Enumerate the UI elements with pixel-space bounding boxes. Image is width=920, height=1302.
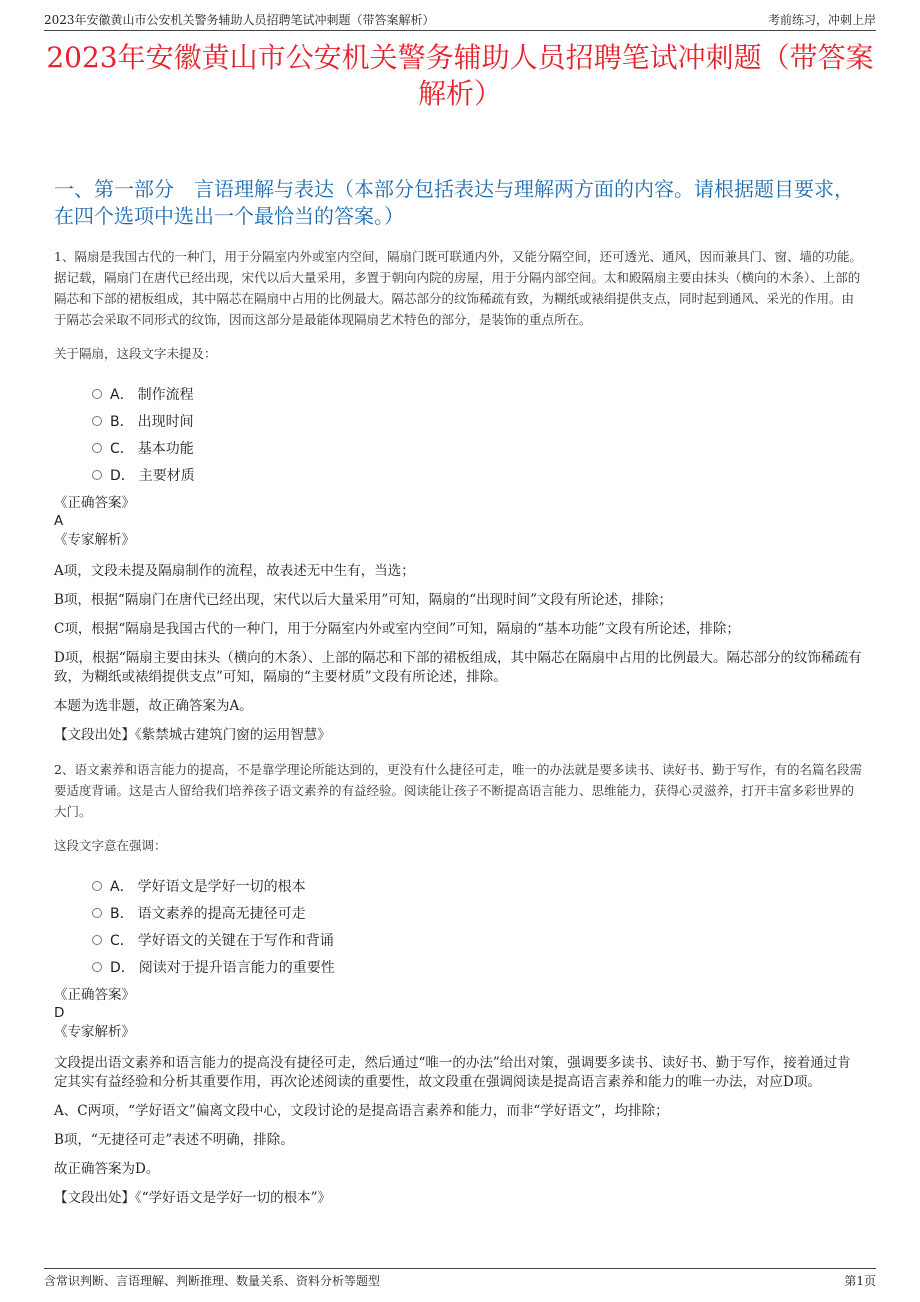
answer-value: A: [54, 513, 64, 529]
option-text: 制作流程: [137, 386, 194, 403]
page-header: [44, 8, 876, 31]
option-a[interactable]: [92, 380, 864, 407]
option-d[interactable]: [92, 461, 864, 488]
explanation-paragraph: C项，根据“隔扇是我国古代的一种门，用于分隔室内外或室内空间”可知，隔扇的“基本功能”文段有所论述，排除；: [54, 621, 740, 637]
radio-icon[interactable]: [92, 881, 102, 891]
header-doc-title: 2023年安徽黄山市公安机关警务辅助人员招聘笔试冲刺题（带答案解析）: [44, 12, 435, 27]
option-b[interactable]: [92, 899, 864, 926]
option-letter: C．: [110, 440, 134, 457]
radio-icon[interactable]: [92, 389, 102, 399]
option-text: 阅读对于提升语言能力的重要性: [138, 959, 335, 976]
page-footer: [44, 1268, 876, 1291]
answer-value: D: [54, 1005, 65, 1021]
option-letter: D．: [110, 467, 135, 484]
question-1: [54, 246, 864, 745]
explanation-paragraph: A项，文段未提及隔扇制作的流程，故表述无中生有，当选；: [54, 563, 415, 579]
option-text: 主要材质: [138, 467, 195, 484]
radio-icon[interactable]: [92, 470, 102, 480]
option-letter: D．: [110, 959, 135, 976]
question-prompt: 关于隔扇，这段文字未提及：: [54, 346, 217, 361]
question-stem: 2、语文素养和语言能力的提高，不是靠学理论所能达到的，更没有什么捷径可走，唯一的办法就是要多读书、读好书、勤于写作，有的名篇名段需要适度背诵。这是古人留给我们培养孩子语文素养的有益经验。阅读能让孩子不断提高语言能力、思维能力，获得心灵滋养，打开丰富多彩世界的大门。: [54, 762, 862, 819]
option-letter: A．: [110, 386, 134, 403]
option-text: 语文素养的提高无捷径可走: [137, 905, 306, 922]
answer-label: 《正确答案》: [54, 987, 135, 1003]
radio-icon[interactable]: [92, 908, 102, 918]
option-a[interactable]: [92, 872, 864, 899]
option-letter: B．: [110, 905, 134, 922]
option-group: [92, 380, 864, 488]
footer-topics: 含常识判断、言语理解、判断推理、数量关系、资料分析等题型: [44, 1273, 381, 1288]
option-d[interactable]: [92, 953, 864, 980]
radio-icon[interactable]: [92, 443, 102, 453]
question-list: [54, 246, 864, 1208]
page-number: 第1页: [844, 1273, 876, 1288]
header-slogan: 考前练习，冲刺上岸: [767, 12, 876, 27]
option-c[interactable]: [92, 926, 864, 953]
question-2: [54, 759, 864, 1208]
option-text: 学好语文的关键在于写作和背诵: [137, 932, 334, 949]
option-letter: C．: [110, 932, 134, 949]
option-letter: A．: [110, 878, 134, 895]
page-title: 2023年安徽黄山市公安机关警务辅助人员招聘笔试冲刺题（带答案解析）: [46, 41, 874, 110]
option-letter: B．: [110, 413, 134, 430]
question-stem: 1、隔扇是我国古代的一种门，用于分隔室内外或室内空间，隔扇门既可联通内外，又能分隔空间，还可透光、通风，因而兼具门、窗、墙的功能。据记载，隔扇门在唐代已经出现，宋代以后大量采用，多置于朝向内院的房屋，用于分隔内部空间。太和殿隔扇主要由抹头（横向的木条）、上部的隔芯和下部的裙板组成，其中隔芯在隔扇中占用的比例最大。隔芯部分的纹饰稀疏有致，为糊纸或裱绢提供支点，同时起到通风、采光的作用。由于隔芯会采取不同形式的纹饰，因而这部分是最能体现隔扇艺术特色的部分，是装饰的重点所在。: [54, 249, 862, 327]
radio-icon[interactable]: [92, 416, 102, 426]
explanation-paragraph: B项，根据“隔扇门在唐代已经出现，宋代以后大量采用”可知，隔扇的“出现时间”文段有所论述，排除；: [54, 592, 673, 608]
radio-icon[interactable]: [92, 935, 102, 945]
option-text: 学好语文是学好一切的根本: [137, 878, 306, 895]
source-citation: 【文段出处】《“学好语文是学好一切的根本”》: [54, 1190, 332, 1206]
section-title: 一、第一部分 言语理解与表达（本部分包括表达与理解两方面的内容。请根据题目要求，在四个选项中选出一个最恰当的答案。）: [54, 177, 854, 228]
option-c[interactable]: [92, 434, 864, 461]
source-citation: 【文段出处】《紫禁城古建筑门窗的运用智慧》: [54, 727, 331, 743]
radio-icon[interactable]: [92, 962, 102, 972]
explanation-label: 《专家解析》: [54, 1024, 135, 1040]
explanation-label: 《专家解析》: [54, 532, 135, 548]
explanation-paragraph: 文段提出语文素养和语言能力的提高没有捷径可走，然后通过“唯一的办法”给出对策，强调要多读书、读好书、勤于写作，接着通过肯定其实有益经验和分析其重要作用，再次论述阅读的重要性，故文段重在强调阅读是提高语言素养和能力的唯一办法，对应D项。: [54, 1055, 851, 1090]
option-text: 出现时间: [137, 413, 194, 430]
answer-label: 《正确答案》: [54, 495, 135, 511]
explanation-conclusion: 本题为选非题，故正确答案为A。: [54, 698, 253, 714]
option-b[interactable]: [92, 407, 864, 434]
option-text: 基本功能: [137, 440, 194, 457]
explanation-paragraph: A、C两项，“学好语文”偏离文段中心，文段讨论的是提高语言素养和能力，而非“学好语文”，均排除；: [54, 1103, 669, 1119]
explanation-paragraph: D项，根据“隔扇主要由抹头（横向的木条）、上部的隔芯和下部的裙板组成，其中隔芯在隔扇中占用的比例最大。隔芯部分的纹饰稀疏有致，为糊纸或裱绢提供支点”可知，隔扇的“主要材质”文段有所论述，排除。: [54, 650, 862, 685]
explanation-conclusion: 故正确答案为D。: [54, 1161, 160, 1177]
option-group: [92, 872, 864, 980]
explanation-paragraph: B项，“无捷径可走”表述不明确，排除。: [54, 1132, 294, 1148]
question-prompt: 这段文字意在强调：: [54, 838, 167, 853]
